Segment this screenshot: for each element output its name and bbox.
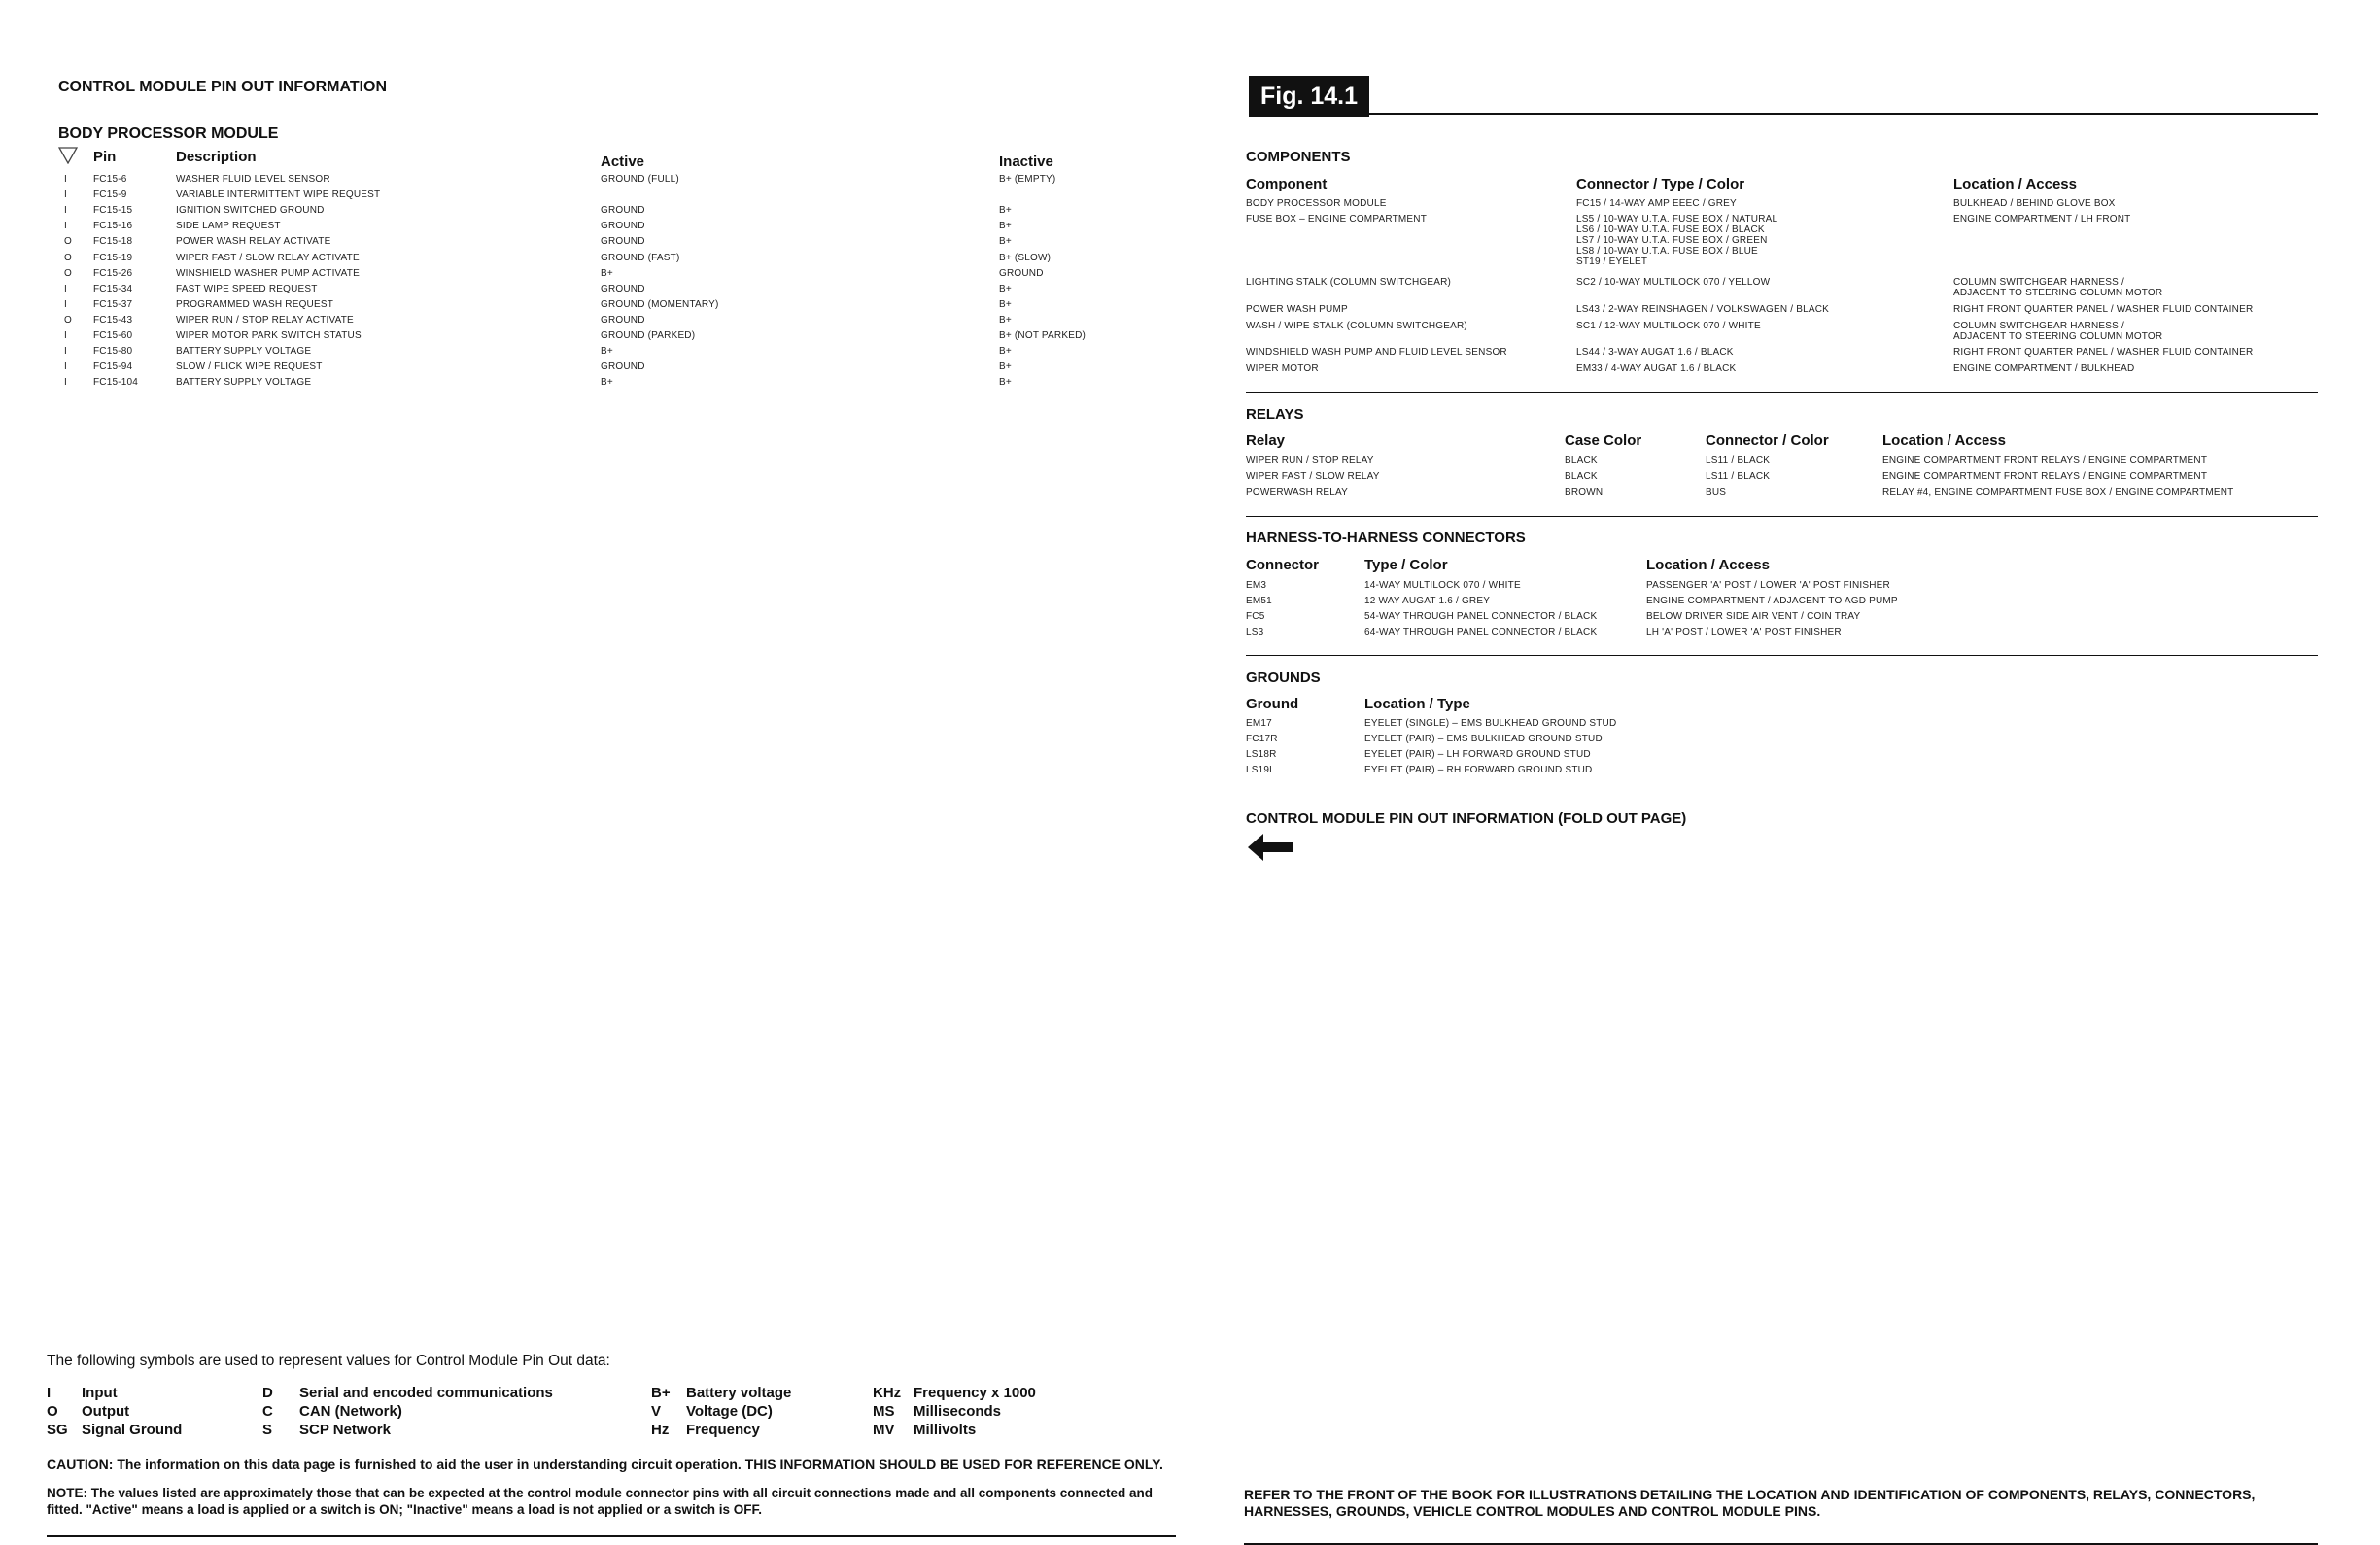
relay-case-color: BLACK: [1565, 455, 1598, 465]
legend-symbol: KHz: [873, 1385, 902, 1401]
pin-active-value: GROUND (FAST): [601, 253, 680, 263]
component-location: ENGINE COMPARTMENT / BULKHEAD: [1953, 363, 2135, 374]
pin-io-code: I: [64, 189, 67, 200]
legend-label: Serial and encoded communications: [299, 1385, 553, 1401]
left-bottom-rule: [47, 1535, 1176, 1537]
pin-inactive-value: B+ (SLOW): [999, 253, 1052, 263]
relays-title: RELAYS: [1246, 406, 1304, 423]
fig-rule: [1249, 113, 2318, 115]
description-header: Description: [176, 149, 257, 165]
pin-io-code: I: [64, 205, 67, 216]
legend-item: [47, 1385, 118, 1401]
pin-inactive-value: B+ (NOT PARKED): [999, 330, 1087, 341]
harness-connector: FC5: [1246, 611, 1265, 622]
ground-location: EYELET (SINGLE) – EMS BULKHEAD GROUND STUD: [1364, 718, 1617, 729]
pin-number: FC15-19: [93, 253, 133, 263]
harness-type: 12 WAY AUGAT 1.6 / GREY: [1364, 596, 1491, 606]
component-connector: LS43 / 2-WAY REINSHAGEN / VOLKSWAGEN / BLACK: [1576, 304, 1829, 315]
legend-label: Battery voltage: [686, 1385, 792, 1401]
component-location: BULKHEAD / BEHIND GLOVE BOX: [1953, 198, 2116, 209]
component-location: ADJACENT TO STEERING COLUMN MOTOR: [1953, 331, 2163, 342]
component-location: RIGHT FRONT QUARTER PANEL / WASHER FLUID CONTAINER: [1953, 347, 2254, 358]
pin-inactive-value: B+: [999, 315, 1012, 326]
pin-active-value: GROUND (PARKED): [601, 330, 696, 341]
harness-type: 14-WAY MULTILOCK 070 / WHITE: [1364, 580, 1521, 591]
legend-symbol: C: [262, 1403, 273, 1420]
components-title: COMPONENTS: [1246, 149, 1351, 165]
pin-io-code: I: [64, 299, 67, 310]
pin-active-value: GROUND (MOMENTARY): [601, 299, 719, 310]
relays-rule: [1246, 516, 2318, 517]
module-title: BODY PROCESSOR MODULE: [58, 125, 279, 142]
pin-active-value: B+: [601, 377, 613, 388]
pin-io-code: I: [64, 361, 67, 372]
harness-type-header: Type / Color: [1364, 557, 1448, 573]
legend-symbol: O: [47, 1403, 58, 1420]
ground-header: Ground: [1246, 696, 1299, 712]
pin-description: WASHER FLUID LEVEL SENSOR: [176, 174, 330, 185]
triangle-icon: [58, 147, 78, 164]
harness-connector: EM3: [1246, 580, 1267, 591]
legend-symbol: V: [651, 1403, 662, 1420]
refer-text: REFER TO THE FRONT OF THE BOOK FOR ILLUSTRATIONS DETAILING THE LOCATION AND IDENTIFICATION OF COMPONENTS, RELAYS, CONNECTORS, HARNESSES, GROUNDS, VEHICLE CONTROL MODULES AND CONTROL MODULE PINS.: [1244, 1487, 2256, 1519]
foldout-title: CONTROL MODULE PIN OUT INFORMATION (FOLD OUT PAGE): [1246, 810, 1687, 827]
ground-location-header: Location / Type: [1364, 696, 1470, 712]
component-name: POWER WASH PUMP: [1246, 304, 1348, 315]
component-connector: SC2 / 10-WAY MULTILOCK 070 / YELLOW: [1576, 277, 1771, 288]
relay-case-color: BROWN: [1565, 487, 1604, 498]
pin-inactive-value: B+: [999, 361, 1012, 372]
pin-inactive-value: B+: [999, 299, 1012, 310]
caution-text: CAUTION: The information on this data page is furnished to aid the user in understanding circuit operation. THIS INFORMATION SHOULD BE USED FOR REFERENCE ONLY.: [47, 1457, 1163, 1472]
harness-connector: EM51: [1246, 596, 1272, 606]
harness-location: LH 'A' POST / LOWER 'A' POST FINISHER: [1646, 627, 1842, 637]
pin-inactive-value: B+: [999, 346, 1012, 357]
pin-active-value: B+: [601, 268, 613, 279]
legend-item: [651, 1403, 773, 1420]
legend-label: CAN (Network): [299, 1403, 402, 1420]
harness-type: 64-WAY THROUGH PANEL CONNECTOR / BLACK: [1364, 627, 1598, 637]
pin-description: WIPER MOTOR PARK SWITCH STATUS: [176, 330, 362, 341]
legend-symbol: MS: [873, 1403, 895, 1420]
pin-description: WIPER RUN / STOP RELAY ACTIVATE: [176, 315, 354, 326]
relay-location: ENGINE COMPARTMENT FRONT RELAYS / ENGINE COMPARTMENT: [1882, 470, 2208, 482]
pin-number: FC15-34: [93, 284, 133, 294]
relay-location: RELAY #4, ENGINE COMPARTMENT FUSE BOX / ENGINE COMPARTMENT: [1882, 487, 2234, 498]
legend-label: Millivolts: [914, 1422, 977, 1438]
legend-symbol: MV: [873, 1422, 895, 1438]
legend-label: Input: [82, 1385, 118, 1401]
harness-location: BELOW DRIVER SIDE AIR VENT / COIN TRAY: [1646, 611, 1861, 622]
page-title: CONTROL MODULE PIN OUT INFORMATION: [58, 79, 388, 95]
harness-location: ENGINE COMPARTMENT / ADJACENT TO AGD PUMP: [1646, 596, 1898, 606]
legend-item: [651, 1422, 760, 1438]
inactive-header: Inactive: [999, 154, 1053, 170]
pin-description: BATTERY SUPPLY VOLTAGE: [176, 377, 312, 388]
figure-label: Fig. 14.1: [1249, 76, 1369, 117]
pin-io-code: O: [64, 236, 72, 247]
legend-item: [873, 1403, 1001, 1420]
harness-connector: LS3: [1246, 627, 1264, 637]
components-rule: [1246, 392, 2318, 393]
pin-io-code: O: [64, 253, 72, 263]
pin-description: VARIABLE INTERMITTENT WIPE REQUEST: [176, 189, 381, 200]
legend-symbol: D: [262, 1385, 273, 1401]
pin-number: FC15-43: [93, 315, 133, 326]
active-header: Active: [601, 154, 645, 170]
relay-connector: BUS: [1706, 487, 1727, 498]
harness-rule: [1246, 655, 2318, 656]
legend-symbol: B+: [651, 1385, 671, 1401]
pin-io-code: I: [64, 377, 67, 388]
relay-name: WIPER FAST / SLOW RELAY: [1246, 470, 1380, 482]
pin-io-code: I: [64, 174, 67, 185]
component-location: ADJACENT TO STEERING COLUMN MOTOR: [1953, 288, 2163, 298]
legend-symbol: I: [47, 1385, 52, 1401]
pin-number: FC15-104: [93, 377, 139, 388]
pin-number: FC15-15: [93, 205, 133, 216]
legend-label: Frequency: [686, 1422, 760, 1438]
pin-io-code: I: [64, 330, 67, 341]
pin-active-value: B+: [601, 346, 613, 357]
harness-location: PASSENGER 'A' POST / LOWER 'A' POST FINISHER: [1646, 580, 1890, 591]
pin-active-value: GROUND (FULL): [601, 174, 679, 185]
pin-active-value: GROUND: [601, 315, 645, 326]
component-name: WIPER MOTOR: [1246, 363, 1319, 374]
pin-io-code: I: [64, 284, 67, 294]
pin-io-code: O: [64, 268, 72, 279]
component-header: Component: [1246, 176, 1328, 192]
legend-label: Voltage (DC): [686, 1403, 773, 1420]
legend-item: [262, 1403, 402, 1420]
legend-item: [651, 1385, 791, 1401]
relay-name: WIPER RUN / STOP RELAY: [1246, 455, 1374, 465]
note-text: NOTE: The values listed are approximately those that can be expected at the control module connector pins with all circuit connections made and all components connected and fitted. "Active" means a load is applied or a switch is ON; "Inactive" means a load is not applied or a switch is OFF.: [47, 1486, 1153, 1517]
harness-connector-header: Connector: [1246, 557, 1319, 573]
pin-description: POWER WASH RELAY ACTIVATE: [176, 236, 331, 247]
harness-title: HARNESS-TO-HARNESS CONNECTORS: [1246, 530, 1526, 546]
component-name: FUSE BOX – ENGINE COMPARTMENT: [1246, 214, 1428, 224]
legend-intro: The following symbols are used to represent values for Control Module Pin Out data:: [47, 1353, 610, 1369]
legend-item: [47, 1422, 182, 1438]
pin-inactive-value: B+ (EMPTY): [999, 174, 1056, 185]
legend-symbol: S: [262, 1422, 273, 1438]
pin-header: Pin: [93, 149, 117, 165]
component-connector: FC15 / 14-WAY AMP EEEC / GREY: [1576, 198, 1737, 209]
pin-number: FC15-37: [93, 299, 133, 310]
ground-location: EYELET (PAIR) – RH FORWARD GROUND STUD: [1364, 765, 1593, 775]
component-connector: LS5 / 10-WAY U.T.A. FUSE BOX / NATURAL: [1576, 214, 1778, 224]
pin-number: FC15-16: [93, 221, 133, 231]
legend-item: [873, 1422, 976, 1438]
pin-inactive-value: B+: [999, 236, 1012, 247]
component-name: BODY PROCESSOR MODULE: [1246, 198, 1387, 209]
pin-inactive-value: GROUND: [999, 268, 1044, 279]
component-connector: SC1 / 12-WAY MULTILOCK 070 / WHITE: [1576, 321, 1761, 331]
pin-number: FC15-94: [93, 361, 133, 372]
relay-location: ENGINE COMPARTMENT FRONT RELAYS / ENGINE COMPARTMENT: [1882, 455, 2208, 465]
component-connector: LS44 / 3-WAY AUGAT 1.6 / BLACK: [1576, 347, 1734, 358]
relay-location-header: Location / Access: [1882, 432, 2006, 449]
component-location: COLUMN SWITCHGEAR HARNESS /: [1953, 321, 2124, 331]
legend-label: Frequency x 1000: [914, 1385, 1036, 1401]
pin-io-code: I: [64, 221, 67, 231]
component-name: LIGHTING STALK (COLUMN SWITCHGEAR): [1246, 277, 1452, 288]
pin-number: FC15-60: [93, 330, 133, 341]
legend-item: [873, 1385, 1036, 1401]
ground-location: EYELET (PAIR) – LH FORWARD GROUND STUD: [1364, 749, 1591, 760]
pin-inactive-value: B+: [999, 284, 1012, 294]
legend-symbol: SG: [47, 1422, 68, 1438]
component-location: RIGHT FRONT QUARTER PANEL / WASHER FLUID CONTAINER: [1953, 304, 2254, 315]
pin-number: FC15-18: [93, 236, 133, 247]
component-connector: EM33 / 4-WAY AUGAT 1.6 / BLACK: [1576, 363, 1737, 374]
pin-active-value: GROUND: [601, 236, 645, 247]
left-arrow-icon: [1248, 834, 1294, 861]
legend-label: SCP Network: [299, 1422, 391, 1438]
legend-label: Output: [82, 1403, 130, 1420]
component-location: ENGINE COMPARTMENT / LH FRONT: [1953, 214, 2131, 224]
grounds-title: GROUNDS: [1246, 670, 1321, 686]
component-connector: LS8 / 10-WAY U.T.A. FUSE BOX / BLUE: [1576, 246, 1758, 257]
pin-io-code: I: [64, 346, 67, 357]
pin-description: IGNITION SWITCHED GROUND: [176, 205, 325, 216]
pin-active-value: GROUND: [601, 205, 645, 216]
component-connector: LS7 / 10-WAY U.T.A. FUSE BOX / GREEN: [1576, 235, 1768, 246]
pin-inactive-value: B+: [999, 205, 1012, 216]
relay-header: Relay: [1246, 432, 1286, 449]
legend-item: [47, 1403, 129, 1420]
case-color-header: Case Color: [1565, 432, 1642, 449]
ground-id: LS19L: [1246, 765, 1275, 775]
pin-number: FC15-9: [93, 189, 127, 200]
ground-location: EYELET (PAIR) – EMS BULKHEAD GROUND STUD: [1364, 734, 1603, 744]
pin-description: FAST WIPE SPEED REQUEST: [176, 284, 318, 294]
pin-description: SIDE LAMP REQUEST: [176, 221, 281, 231]
pin-number: FC15-6: [93, 174, 127, 185]
location-header: Location / Access: [1953, 176, 2077, 192]
component-connector: LS6 / 10-WAY U.T.A. FUSE BOX / BLACK: [1576, 224, 1765, 235]
relay-connector-header: Connector / Color: [1706, 432, 1829, 449]
ground-id: EM17: [1246, 718, 1272, 729]
component-name: WASH / WIPE STALK (COLUMN SWITCHGEAR): [1246, 321, 1467, 331]
relay-case-color: BLACK: [1565, 470, 1598, 482]
pin-active-value: GROUND: [601, 221, 645, 231]
relay-connector: LS11 / BLACK: [1706, 470, 1771, 482]
pin-inactive-value: B+: [999, 377, 1012, 388]
legend-item: [262, 1385, 553, 1401]
pin-description: BATTERY SUPPLY VOLTAGE: [176, 346, 312, 357]
component-connector: ST19 / EYELET: [1576, 257, 1648, 267]
pin-active-value: GROUND: [601, 361, 645, 372]
pin-description: WINSHIELD WASHER PUMP ACTIVATE: [176, 268, 360, 279]
pin-active-value: GROUND: [601, 284, 645, 294]
pin-io-code: O: [64, 315, 72, 326]
connector-header: Connector / Type / Color: [1576, 176, 1745, 192]
component-location: COLUMN SWITCHGEAR HARNESS /: [1953, 277, 2124, 288]
harness-location-header: Location / Access: [1646, 557, 1770, 573]
component-name: WINDSHIELD WASH PUMP AND FLUID LEVEL SENSOR: [1246, 347, 1507, 358]
pin-number: FC15-26: [93, 268, 133, 279]
pin-description: WIPER FAST / SLOW RELAY ACTIVATE: [176, 253, 360, 263]
ground-id: LS18R: [1246, 749, 1277, 760]
pin-number: FC15-80: [93, 346, 133, 357]
relay-connector: LS11 / BLACK: [1706, 455, 1771, 465]
legend-symbol: Hz: [651, 1422, 670, 1438]
legend-label: Signal Ground: [82, 1422, 183, 1438]
pin-description: SLOW / FLICK WIPE REQUEST: [176, 361, 323, 372]
ground-id: FC17R: [1246, 734, 1278, 744]
harness-type: 54-WAY THROUGH PANEL CONNECTOR / BLACK: [1364, 611, 1598, 622]
legend-item: [262, 1422, 391, 1438]
legend-label: Milliseconds: [914, 1403, 1002, 1420]
pin-inactive-value: B+: [999, 221, 1012, 231]
relay-name: POWERWASH RELAY: [1246, 487, 1349, 498]
pin-description: PROGRAMMED WASH REQUEST: [176, 299, 334, 310]
